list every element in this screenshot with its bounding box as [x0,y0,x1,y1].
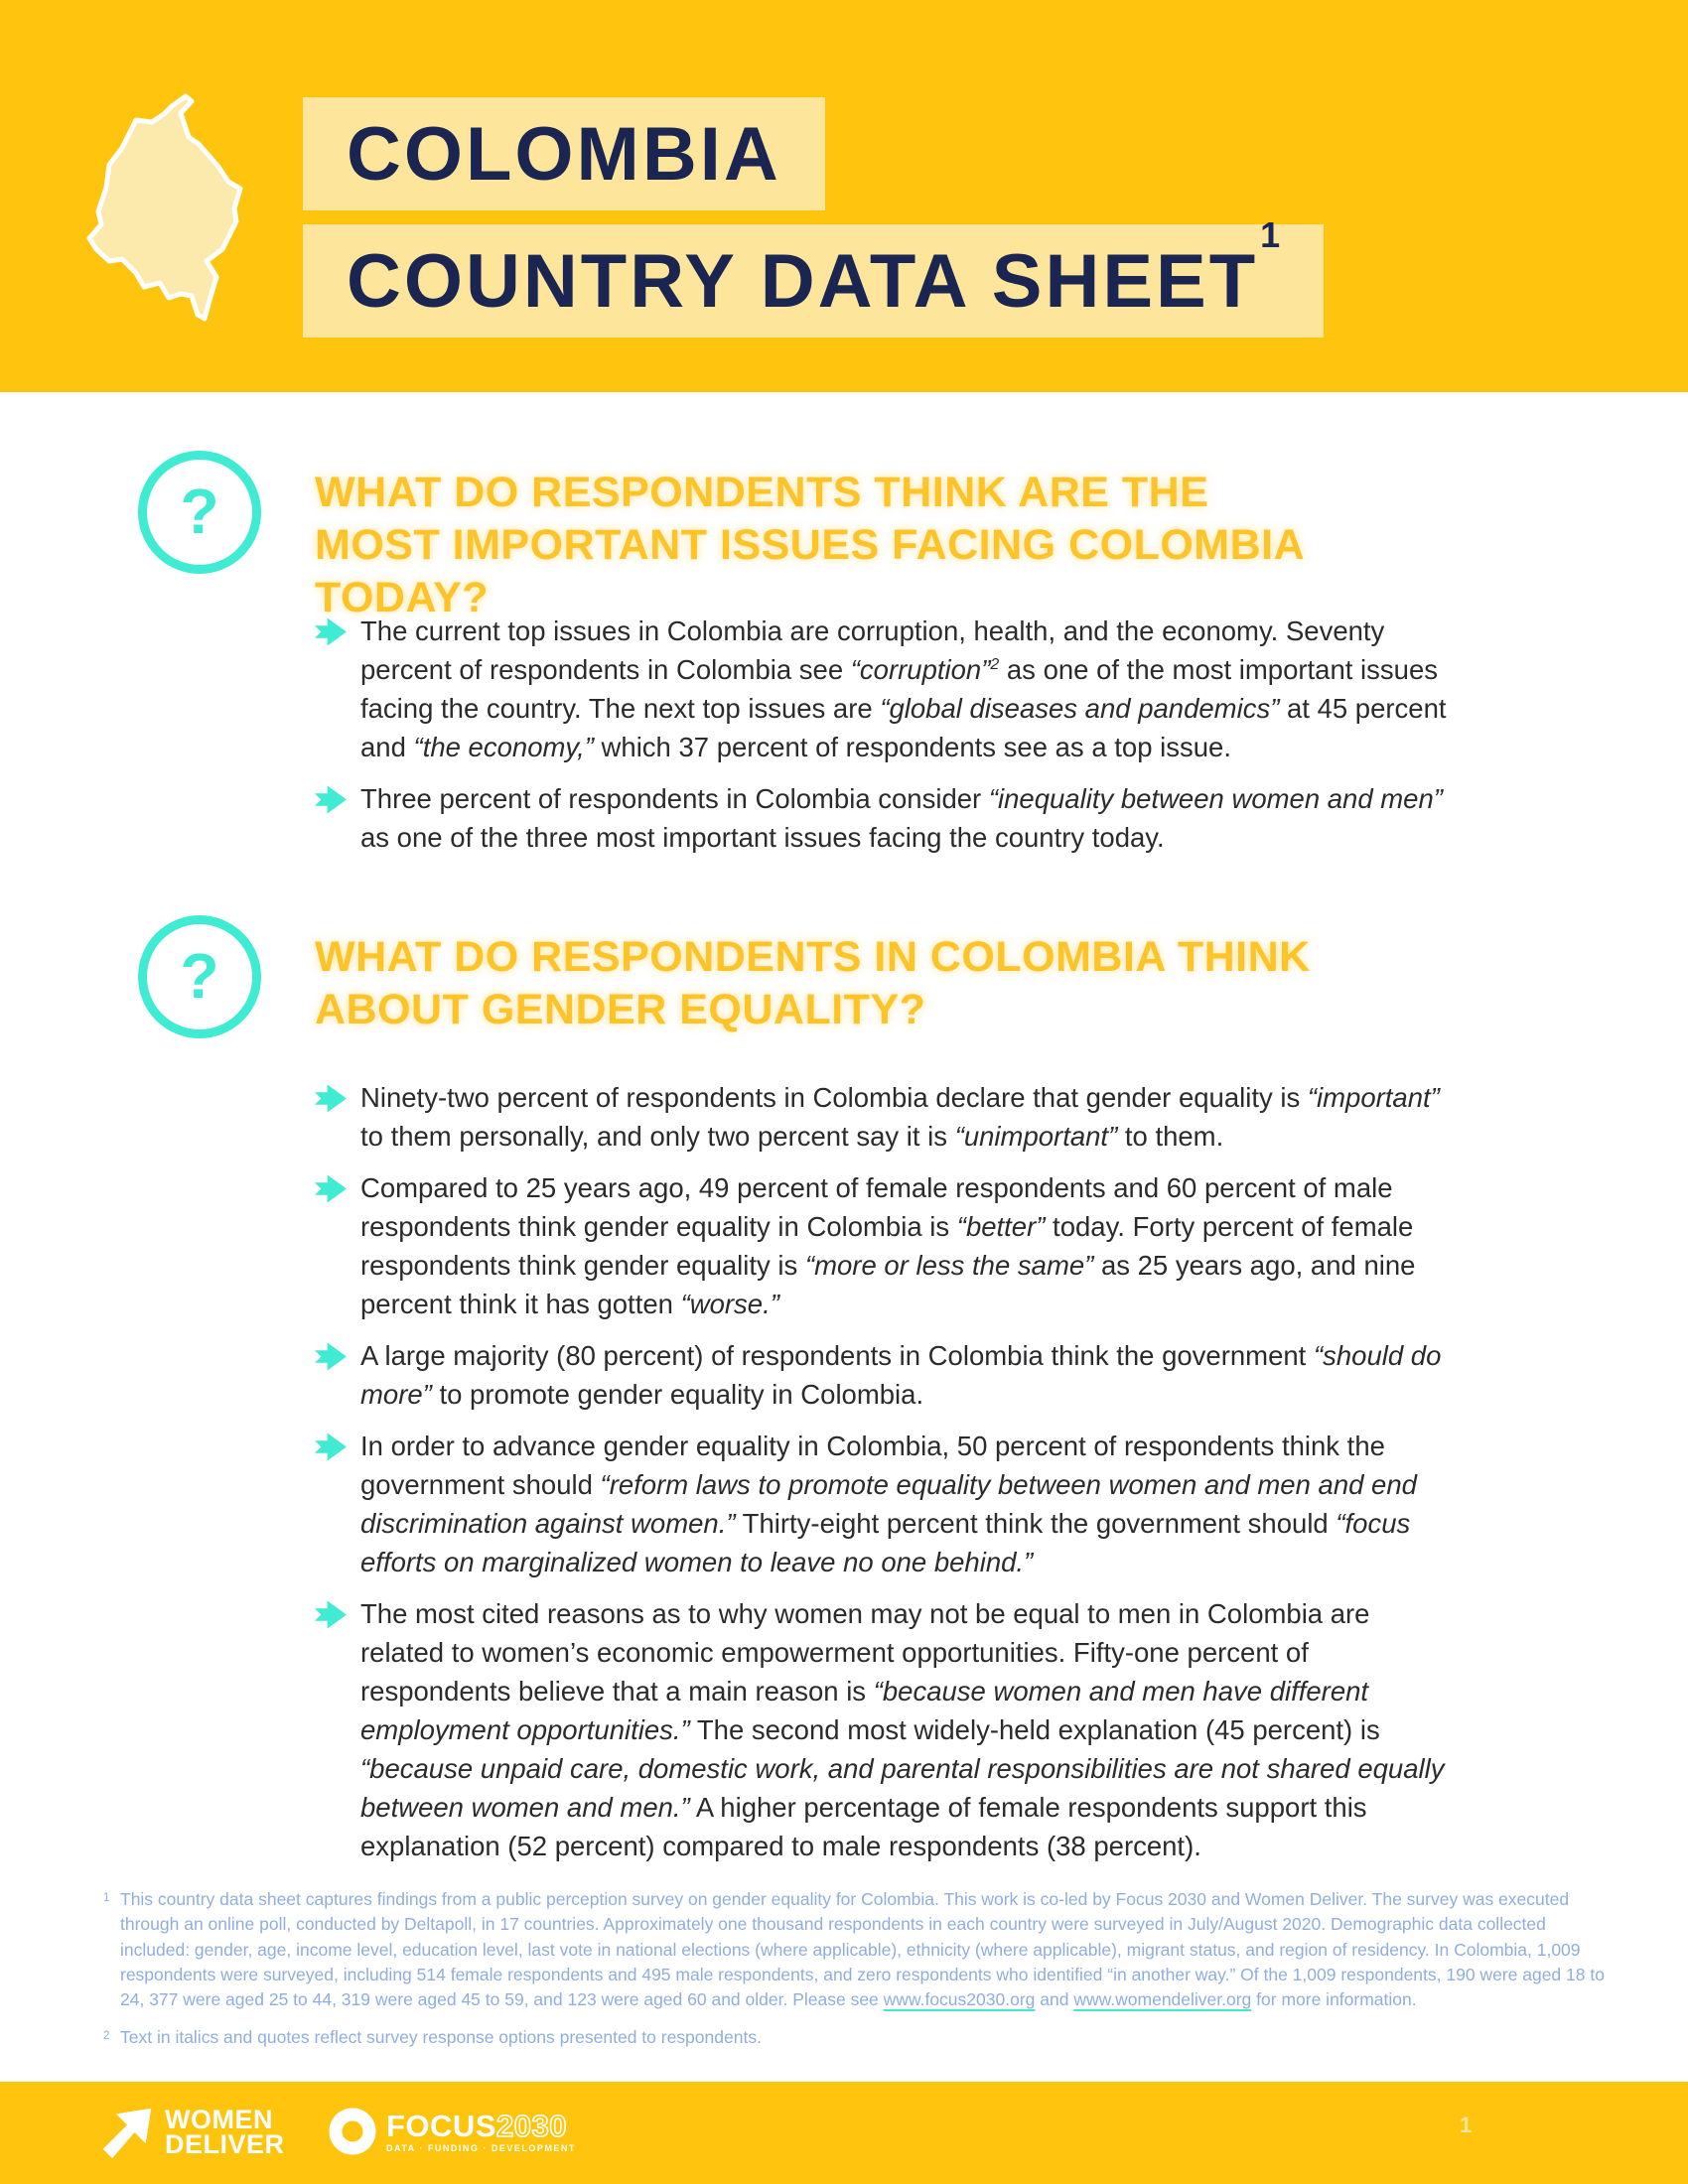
text-segment: “because women and men have different employment opportunities.” [360,1676,1369,1745]
text-segment: today. Forty percent of female respondents think gender equality is [360,1211,1414,1281]
page-number: 1 [1460,2113,1473,2137]
bullet-item [315,1427,1447,1581]
text-segment: A large majority (80 percent) of respondents in Colombia think the government [360,1340,1314,1371]
text-segment: Three percent of respondents in Colombia consider [360,783,989,814]
text-segment: The most cited reasons as to why women may not be equal to men in Colombia are related to women’s economic empowerment opportunities. Fifty-one percent of respondents believe that a main reason is [360,1598,1370,1706]
text-segment: “better” [956,1211,1046,1242]
bullet-text [360,1168,1447,1323]
text-segment: “focus efforts on marginalized women to leave no one behind.” [360,1508,1411,1577]
text-segment: Thirty-eight percent think the government should [735,1508,1336,1539]
text-segment: In order to advance gender equality in Colombia, 50 percent of respondents think the government should [360,1431,1385,1500]
text-segment: as one of the most important issues facing the country. The next top issues are [360,654,1438,724]
text-segment: as one of the three most important issues facing the country today. [360,822,1165,853]
header-banner [0,0,1688,392]
arrow-bullet-icon [315,612,360,766]
footnote-1 [103,1887,1609,2012]
footnote-link[interactable]: www.womendeliver.org [1073,1989,1252,2010]
text-segment: to promote gender equality in Colombia. [431,1379,924,1410]
arrow-up-right-icon [99,2105,155,2160]
arrow-bullet-icon [315,1078,360,1156]
footnote-marker: 2 [103,2030,110,2043]
bullet-item [315,1594,1447,1865]
women-deliver-line1: WOMEN [165,2105,273,2134]
focus2030-name-outline: 2030 [496,2108,567,2143]
text-segment: as 25 years ago, and nine percent think it has gotten [360,1250,1416,1319]
text-segment: “the economy,” [413,732,594,762]
text-segment: The current top issues in Colombia are corruption, health, and the economy. Seventy percent of respondents in Colombia see [360,615,1385,685]
text-segment: “unimportant” [954,1121,1118,1152]
focus2030-tagline: DATA · FUNDING · DEVELOPMENT [386,2142,576,2153]
donut-circle-icon [328,2107,377,2156]
bullet-text [360,1594,1447,1865]
arrow-bullet-icon [315,1594,360,1865]
focus2030-logo [328,2107,576,2156]
question-mark-icon [138,915,261,1038]
bullet-text [360,1336,1447,1414]
text-segment: “more or less the same” [804,1250,1094,1281]
section-heading: WHAT DO RESPONDENTS IN COLOMBIA THINK ABOUT GENDER EQUALITY? [315,933,1311,1033]
text-segment: Text in italics and quotes reflect survey response options presented to respondents. [120,2027,762,2048]
footnote-text [120,1889,1605,2009]
text-segment: “important” [1307,1082,1440,1113]
text-segment: “inequality between women and men” [988,783,1443,814]
bullet-list [315,1078,1447,1878]
focus2030-name-solid: FOCUS [386,2108,496,2143]
text-segment: “corruption” [850,654,991,685]
title-footnote-ref: 1 [1260,213,1281,255]
bullet-text [360,1427,1447,1581]
women-deliver-wordmark [165,2105,285,2159]
women-deliver-logo [99,2105,285,2160]
bullet-list [315,612,1447,870]
footer-banner [0,2082,1688,2184]
text-segment: “should do more” [360,1340,1442,1410]
colombia-map-icon [84,91,245,330]
title-text-1: COLOMBIA [347,112,781,197]
text-segment: “worse.” [680,1289,779,1319]
arrow-bullet-icon [315,1427,360,1581]
bullet-text [360,612,1447,766]
section-heading: WHAT DO RESPONDENTS THINK ARE THE MOST IMPORTANT ISSUES FACING COLOMBIA TODAY? [315,469,1304,621]
title-line-1 [303,97,825,210]
text-segment: “because unpaid care, domestic work, and parental responsibilities are not shared equally between women and men.” [360,1753,1445,1823]
text-segment: to them personally, and only two percent say it is [360,1121,955,1152]
question-mark-icon [138,451,261,574]
women-deliver-line2: DELIVER [165,2129,285,2159]
question-glyph: ? [180,940,219,1012]
bullet-item [315,612,1447,766]
footnotes [103,1887,1609,2064]
question-glyph: ? [180,476,219,547]
bullet-item [315,1078,1447,1156]
text-segment: The second most widely-held explanation (45 percent) is [689,1714,1380,1745]
arrow-bullet-icon [315,779,360,857]
focus2030-name [386,2108,576,2143]
bullet-text [360,779,1447,857]
text-segment: to them. [1117,1121,1224,1152]
bullet-item [315,1336,1447,1414]
title-line-2 [303,213,1324,338]
footnote-2 [103,2025,1609,2050]
footnote-text [120,2027,762,2047]
text-segment: A higher percentage of female respondents support this explanation (52 percent) compared to male respondents (38 percent). [360,1792,1367,1861]
text-segment: and [1035,1989,1074,2010]
footnote-link[interactable]: www.focus2030.org [883,1989,1036,2010]
text-segment: for more information. [1251,1989,1417,2010]
arrow-bullet-icon [315,1336,360,1414]
text-segment: “global diseases and pandemics” [880,693,1280,724]
bullet-text [360,1078,1447,1156]
text-segment: at 45 percent and [360,693,1447,762]
text-segment: This country data sheet captures findings from a public perception survey on gender equality for Colombia. This work is co-led by Focus 2030 and Women Deliver. The survey was executed through an online poll, conducted by Deltapoll, in 17 countries. Approximately one thousand respondents in each country were surveyed in July/August 2020. Demographic data collected included: gender, age, income level, education level, last vote in national elections (where applicable), ethnicity (where applicable), migrant status, and region of residency. In Colombia, 1,009 respondents were surveyed, including 514 female respondents and 495 male respondents, and zero respondents who identified “in another way.” Of the 1,009 respondents, 190 were aged 18 to 24, 377 were aged 25 to 44, 319 were aged 45 to 59, and 123 were aged 60 and older. Please see [120,1889,1605,2010]
bullet-item [315,1168,1447,1323]
text-segment: 2 [990,655,1000,673]
text-segment: which 37 percent of respondents see as a top issue. [593,732,1231,762]
text-segment: “reform laws to promote equality between women and men and end discrimination against women.” [360,1469,1417,1539]
arrow-bullet-icon [315,1168,360,1323]
footnote-marker: 1 [103,1892,110,1904]
focus2030-wordmark [386,2108,576,2153]
text-segment: Ninety-two percent of respondents in Colombia declare that gender equality is [360,1082,1308,1113]
title-text-2: COUNTRY DATA SHEET [347,239,1259,324]
text-segment: Compared to 25 years ago, 49 percent of female respondents and 60 percent of male respondents think gender equality in Colombia is [360,1172,1393,1242]
bullet-item [315,779,1447,857]
